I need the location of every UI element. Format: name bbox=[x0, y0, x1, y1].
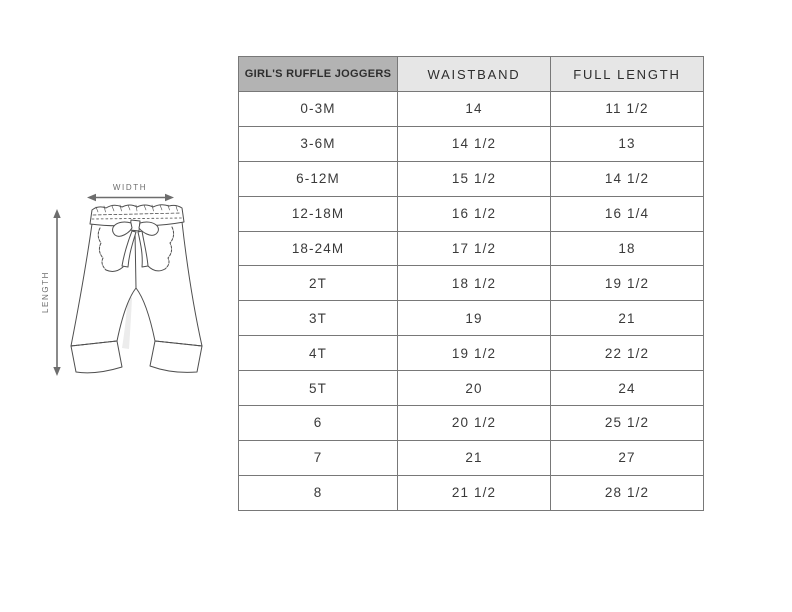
full-length-cell: 16 1/4 bbox=[551, 196, 704, 231]
waistband-cell: 14 bbox=[398, 92, 551, 127]
size-cell: 3T bbox=[239, 301, 398, 336]
width-dimension bbox=[87, 183, 174, 201]
header-row bbox=[239, 57, 704, 92]
waistband-cell: 20 bbox=[398, 371, 551, 406]
full-length-cell: 28 1/2 bbox=[551, 475, 704, 510]
length-label: LENGTH bbox=[41, 270, 50, 314]
waistband-cell: 19 bbox=[398, 301, 551, 336]
waistband-cell: 15 1/2 bbox=[398, 161, 551, 196]
waistband-cell: 19 1/2 bbox=[398, 336, 551, 371]
table-row bbox=[239, 301, 704, 336]
waistband-cell: 21 1/2 bbox=[398, 475, 551, 510]
waistband-cell: 20 1/2 bbox=[398, 406, 551, 441]
full-length-cell: 19 1/2 bbox=[551, 266, 704, 301]
table-row bbox=[239, 475, 704, 510]
size-cell: 6-12M bbox=[239, 161, 398, 196]
pants-line-art bbox=[71, 205, 202, 373]
size-chart-header bbox=[239, 57, 704, 92]
size-cell: 8 bbox=[239, 475, 398, 510]
product-name-header: GIRL'S RUFFLE JOGGERS bbox=[239, 57, 398, 92]
full-length-header: FULL LENGTH bbox=[551, 57, 704, 92]
full-length-cell: 22 1/2 bbox=[551, 336, 704, 371]
waistband-cell: 14 1/2 bbox=[398, 126, 551, 161]
width-label: WIDTH bbox=[112, 183, 148, 192]
joggers-illustration bbox=[36, 170, 228, 398]
table-row bbox=[239, 92, 704, 127]
length-arrowhead-bottom-icon bbox=[53, 367, 60, 376]
full-length-cell: 25 1/2 bbox=[551, 406, 704, 441]
table-row bbox=[239, 231, 704, 266]
waistband-header: WAISTBAND bbox=[398, 57, 551, 92]
waistband-cell: 18 1/2 bbox=[398, 266, 551, 301]
waistband-cell: 16 1/2 bbox=[398, 196, 551, 231]
table-row bbox=[239, 371, 704, 406]
width-arrowhead-right-icon bbox=[165, 194, 174, 201]
size-cell: 7 bbox=[239, 440, 398, 475]
full-length-cell: 21 bbox=[551, 301, 704, 336]
size-cell: 2T bbox=[239, 266, 398, 301]
full-length-cell: 18 bbox=[551, 231, 704, 266]
waistband-cell: 17 1/2 bbox=[398, 231, 551, 266]
table-row bbox=[239, 266, 704, 301]
size-cell: 3-6M bbox=[239, 126, 398, 161]
full-length-cell: 13 bbox=[551, 126, 704, 161]
width-arrowhead-left-icon bbox=[87, 194, 96, 201]
table-row bbox=[239, 406, 704, 441]
size-table-body bbox=[239, 92, 704, 511]
table-row bbox=[239, 336, 704, 371]
length-arrowhead-top-icon bbox=[53, 209, 60, 218]
table-row bbox=[239, 196, 704, 231]
full-length-cell: 27 bbox=[551, 440, 704, 475]
length-dimension bbox=[41, 209, 61, 376]
full-length-cell: 11 1/2 bbox=[551, 92, 704, 127]
full-length-cell: 14 1/2 bbox=[551, 161, 704, 196]
size-cell: 12-18M bbox=[239, 196, 398, 231]
table-row bbox=[239, 126, 704, 161]
size-cell: 18-24M bbox=[239, 231, 398, 266]
size-cell: 5T bbox=[239, 371, 398, 406]
size-cell: 0-3M bbox=[239, 92, 398, 127]
size-cell: 4T bbox=[239, 336, 398, 371]
waistband-cell: 21 bbox=[398, 440, 551, 475]
size-cell: 6 bbox=[239, 406, 398, 441]
full-length-cell: 24 bbox=[551, 371, 704, 406]
size-chart-table bbox=[238, 56, 704, 511]
table-row bbox=[239, 161, 704, 196]
joggers-drawing bbox=[36, 170, 228, 398]
table-row bbox=[239, 440, 704, 475]
